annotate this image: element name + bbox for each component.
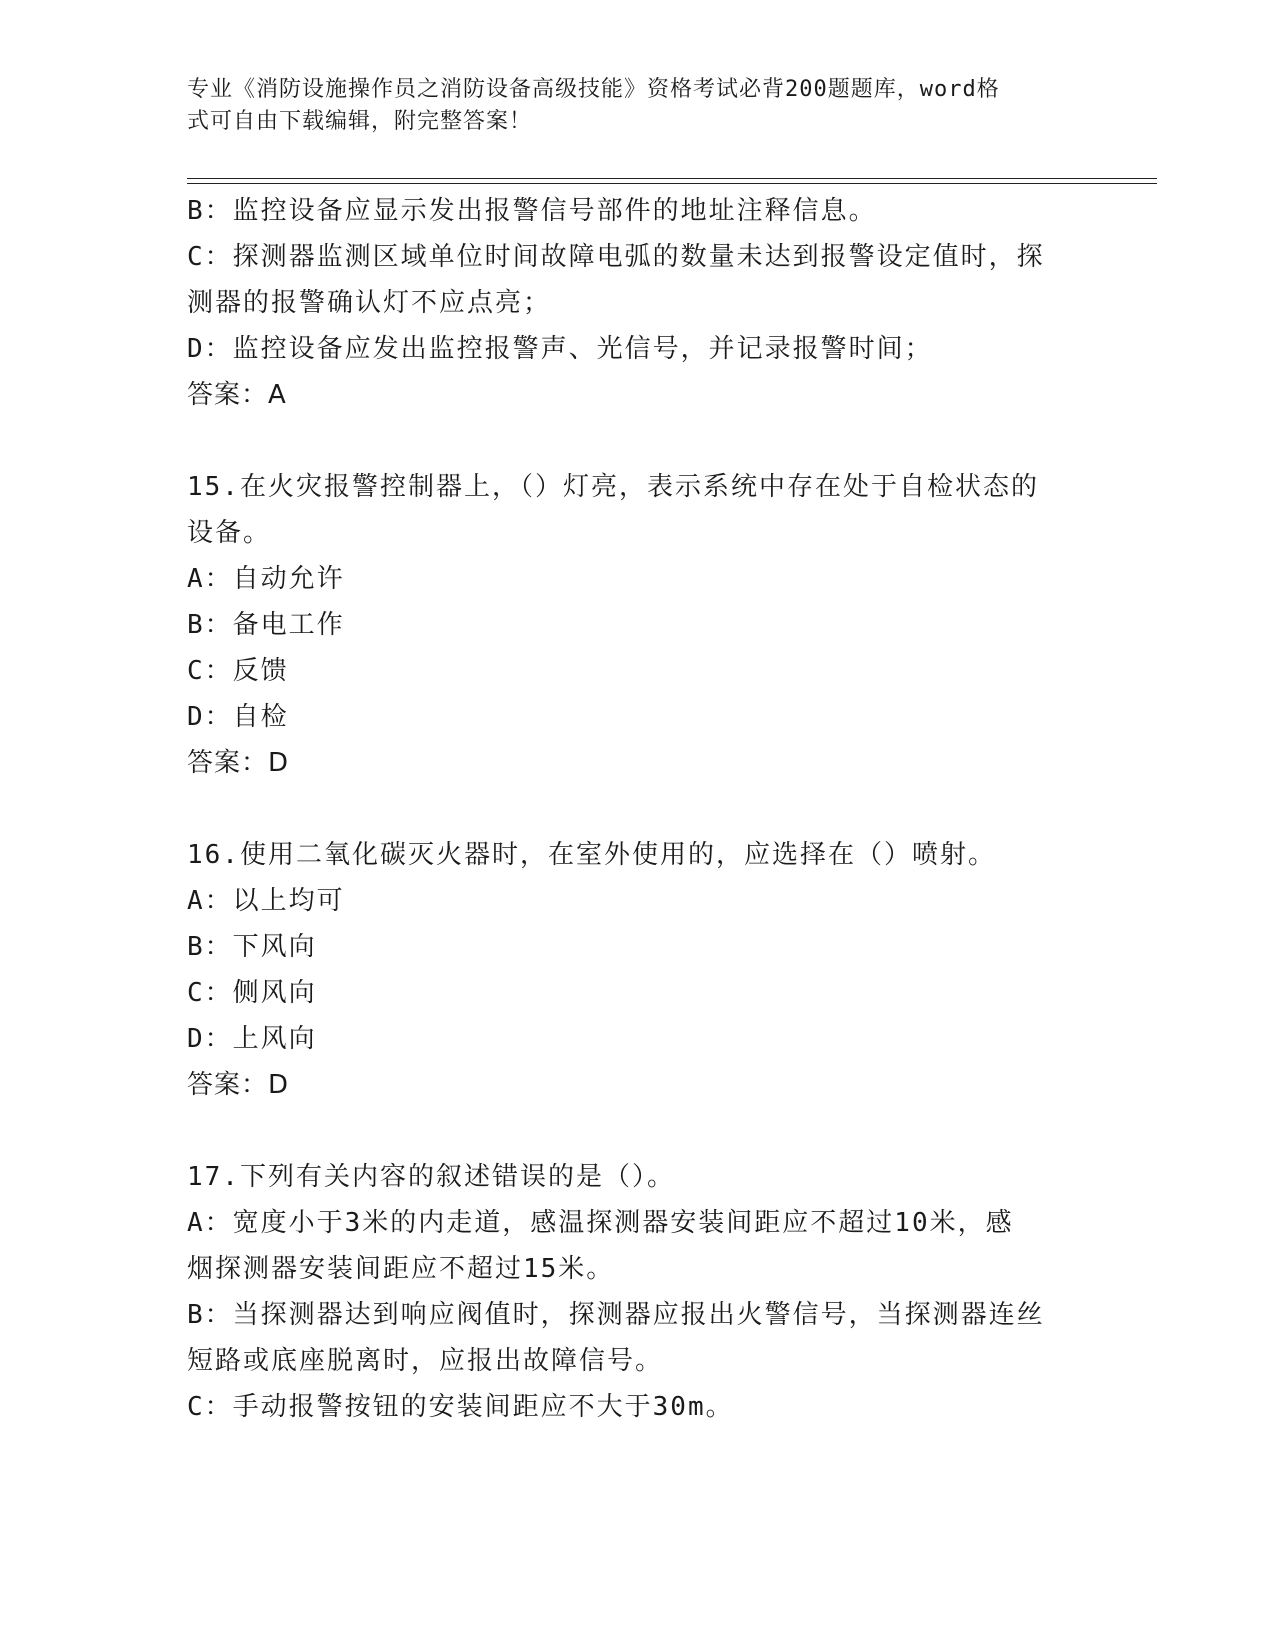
answer: 答案：D bbox=[187, 1070, 290, 1100]
option-c-line-2: 测器的报警确认灯不应点亮； bbox=[187, 288, 552, 318]
spacer bbox=[187, 786, 1087, 832]
header-rule-top bbox=[187, 178, 1157, 179]
question-17 bbox=[187, 1154, 1087, 1430]
question-15 bbox=[187, 464, 1087, 786]
spacer bbox=[187, 1108, 1087, 1154]
question-stem-line-1: 15.在火灾报警控制器上，（）灯亮，表示系统中存在处于自检状态的 bbox=[187, 472, 1039, 502]
option-b: B：备电工作 bbox=[187, 610, 345, 640]
option-c: C：侧风向 bbox=[187, 978, 317, 1008]
option-c: C：手动报警按钮的安装间距应不大于30m。 bbox=[187, 1392, 734, 1422]
question-stem-line-2: 设备。 bbox=[187, 518, 272, 548]
option-a: A：自动允许 bbox=[187, 564, 345, 594]
answer: 答案：A bbox=[187, 380, 287, 410]
answer: 答案：D bbox=[187, 748, 290, 778]
option-b: B：下风向 bbox=[187, 932, 317, 962]
option-d: D：上风向 bbox=[187, 1024, 317, 1054]
question-stem: 17.下列有关内容的叙述错误的是（）。 bbox=[187, 1162, 675, 1192]
option-a-line-1: A：宽度小于3米的内走道，感温探测器安装间距应不超过10米，感 bbox=[187, 1208, 1014, 1238]
option-c: C：反馈 bbox=[187, 656, 289, 686]
document-header bbox=[187, 74, 1077, 138]
option-b: B：监控设备应显示发出报警信号部件的地址注释信息。 bbox=[187, 196, 877, 226]
header-line-1: 专业《消防设施操作员之消防设备高级技能》资格考试必背200题题库，word格 bbox=[187, 77, 1000, 102]
option-b-line-1: B：当探测器达到响应阀值时，探测器应报出火警信号，当探测器连丝 bbox=[187, 1300, 1045, 1330]
question-list bbox=[187, 188, 1087, 1430]
header-line-2: 式可自由下载编辑，附完整答案！ bbox=[187, 109, 533, 134]
option-c-line-1: C：探测器监测区域单位时间故障电弧的数量未达到报警设定值时，探 bbox=[187, 242, 1045, 272]
question-16 bbox=[187, 832, 1087, 1108]
option-a-line-2: 烟探测器安装间距应不超过15米。 bbox=[187, 1254, 615, 1284]
header-rule-bottom bbox=[187, 183, 1157, 184]
spacer bbox=[187, 418, 1087, 464]
question-stem: 16.使用二氧化碳灭火器时，在室外使用的，应选择在（）喷射。 bbox=[187, 840, 996, 870]
option-d: D：监控设备应发出监控报警声、光信号，并记录报警时间； bbox=[187, 334, 933, 364]
option-d: D：自检 bbox=[187, 702, 289, 732]
option-b-line-2: 短路或底座脱离时，应报出故障信号。 bbox=[187, 1346, 664, 1376]
prev-question bbox=[187, 188, 1087, 418]
option-a: A：以上均可 bbox=[187, 886, 345, 916]
